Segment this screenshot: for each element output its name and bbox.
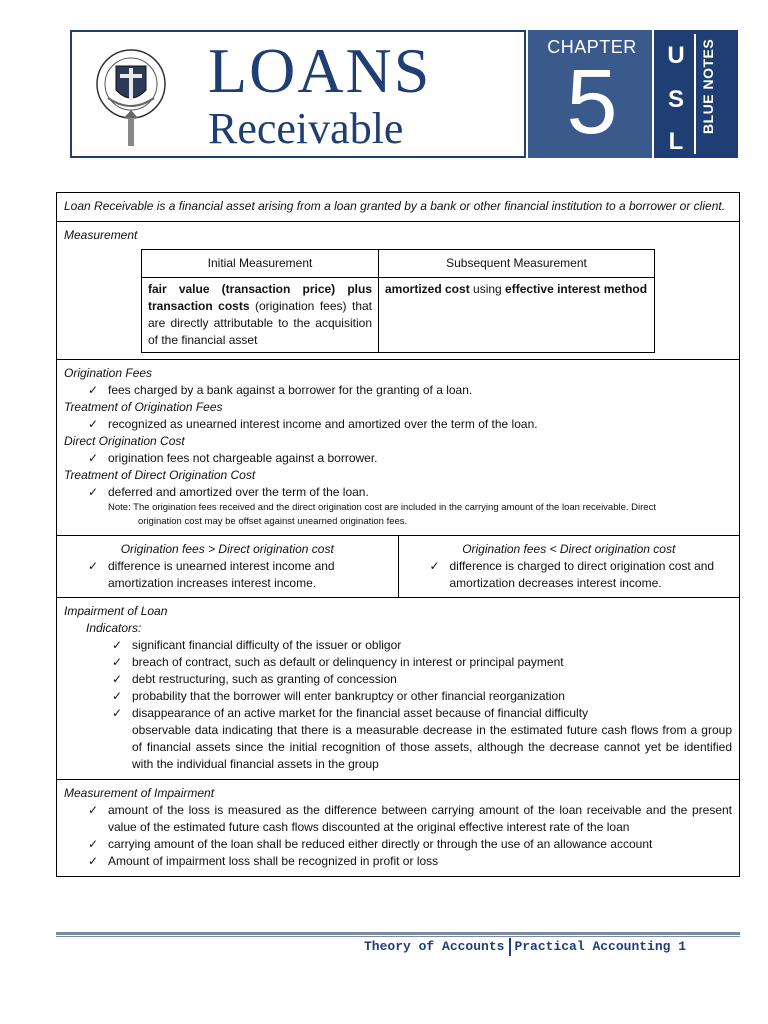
impairment-section xyxy=(57,598,739,780)
origination-fees-heading: Origination Fees xyxy=(64,366,153,380)
page-title: LOANS xyxy=(208,35,432,106)
direct-cost-heading: Direct Origination Cost xyxy=(64,434,185,448)
measurement-table xyxy=(141,249,655,353)
university-seal-icon xyxy=(94,40,168,148)
indicator-item: ✓ breach of contract, such as default or delinquency in interest or principal payment xyxy=(112,654,732,671)
definition-section xyxy=(57,193,739,222)
treatment-cost-item: ✓ deferred and amortized over the term of the loan. xyxy=(88,484,732,501)
blue-notes-label: BLUE NOTES xyxy=(700,38,716,134)
comparison-right-heading: Origination fees < Direct origination cost xyxy=(462,542,676,556)
comparison-left-heading: Origination fees > Direct origination cost xyxy=(120,542,334,556)
usl-letter-l: L xyxy=(668,128,684,155)
treatment-fees-item: ✓ recognized as unearned interest income and amortized over the term of the loan. xyxy=(88,416,732,433)
chapter-number: 5 xyxy=(566,51,618,153)
origination-fees-item: ✓ fees charged by a bank against a borrower for the granting of a loan. xyxy=(88,382,732,399)
indicators-heading: Indicators: xyxy=(86,621,142,635)
indicator-item: ✓ debt restructuring, such as granting of concession xyxy=(112,671,732,688)
footer-left-label: Theory of Accounts xyxy=(364,939,505,954)
footer-right-label: Practical Accounting 1 xyxy=(514,939,687,954)
footer xyxy=(364,938,686,956)
subsequent-measurement-header: Subsequent Measurement xyxy=(379,250,655,278)
footer-separator xyxy=(509,938,511,956)
treatment-fees-heading: Treatment of Origination Fees xyxy=(64,400,223,414)
initial-measurement-header: Initial Measurement xyxy=(142,250,379,278)
subsequent-measurement-cell xyxy=(379,278,655,353)
chapter-label: CHAPTER xyxy=(547,37,637,57)
note-line-2: origination cost may be offset against unearned origination fees. xyxy=(138,516,408,527)
initial-measurement-cell xyxy=(142,278,379,353)
treatment-cost-heading: Treatment of Direct Origination Cost xyxy=(64,468,256,482)
note-line-1: Note: The origination fees received and the direct origination cost are included in the carrying amount of the loan receivable. Direct xyxy=(108,502,656,513)
measurement-heading: Measurement xyxy=(64,228,138,242)
notes-content xyxy=(56,192,740,877)
impairment-measure-item: ✓ carrying amount of the loan shall be reduced either directly or through the use of an allowance account xyxy=(88,836,732,853)
initial-rest-text: (origination fees) that are directly attributable to the acquisition of the financial asset xyxy=(148,299,372,347)
comparison-right-item: ✓ difference is charged to direct origination cost and amortization decreases interest income. xyxy=(430,558,733,592)
comparison-section xyxy=(57,536,739,598)
subsequent-bold-text-2: effective interest method xyxy=(505,282,648,296)
footer-rule xyxy=(56,932,740,935)
usl-letter-s: S xyxy=(667,86,684,113)
indicator-item: ✓ probability that the borrower will enter bankruptcy or other financial reorganization xyxy=(112,688,732,705)
subsequent-mid-text: using xyxy=(469,282,506,296)
impairment-heading: Impairment of Loan xyxy=(64,604,168,618)
measurement-impairment-heading: Measurement of Impairment xyxy=(64,786,215,800)
definition-text: Loan Receivable is a financial asset arising from a loan granted by a bank or other financial institution to a borrower or client. xyxy=(64,199,726,213)
usl-letter-u: U xyxy=(667,42,685,69)
usl-divider xyxy=(694,34,696,154)
comparison-right xyxy=(399,536,740,597)
observable-data-text: observable data indicating that there is a measurable decrease in the estimated future cash flows from a group of financial assets since the initial recognition of those assets, although the decrease cannot yet be identified with the individual financial assets in the group xyxy=(132,723,732,771)
measurement-impairment-section xyxy=(57,780,739,876)
indicator-item: ✓ significant financial difficulty of the issuer or obligor xyxy=(112,637,732,654)
subsequent-bold-text-1: amortized cost xyxy=(385,282,470,296)
indicator-item: ✓ disappearance of an active market for the financial asset because of financial difficulty xyxy=(112,705,732,722)
origination-section xyxy=(57,360,739,536)
comparison-left-item: ✓ difference is unearned interest income and amortization increases interest income. xyxy=(88,558,391,592)
page-subtitle: Receivable xyxy=(208,104,404,153)
comparison-left xyxy=(57,536,399,597)
origination-note xyxy=(64,501,732,529)
impairment-measure-item: ✓ amount of the loss is measured as the difference between carrying amount of the loan receivable and the present value of the estimated future cash flows discounted at the original effective interest rate of the loan xyxy=(88,802,732,836)
impairment-measure-item: ✓ Amount of impairment loss shall be recognized in profit or loss xyxy=(88,853,732,870)
measurement-section xyxy=(57,222,739,360)
footer-rule-thin xyxy=(56,936,740,937)
direct-cost-item: ✓ origination fees not chargeable against a borrower. xyxy=(88,450,732,467)
initial-bold-text: fair value (transaction price) plus transaction costs xyxy=(148,282,372,313)
